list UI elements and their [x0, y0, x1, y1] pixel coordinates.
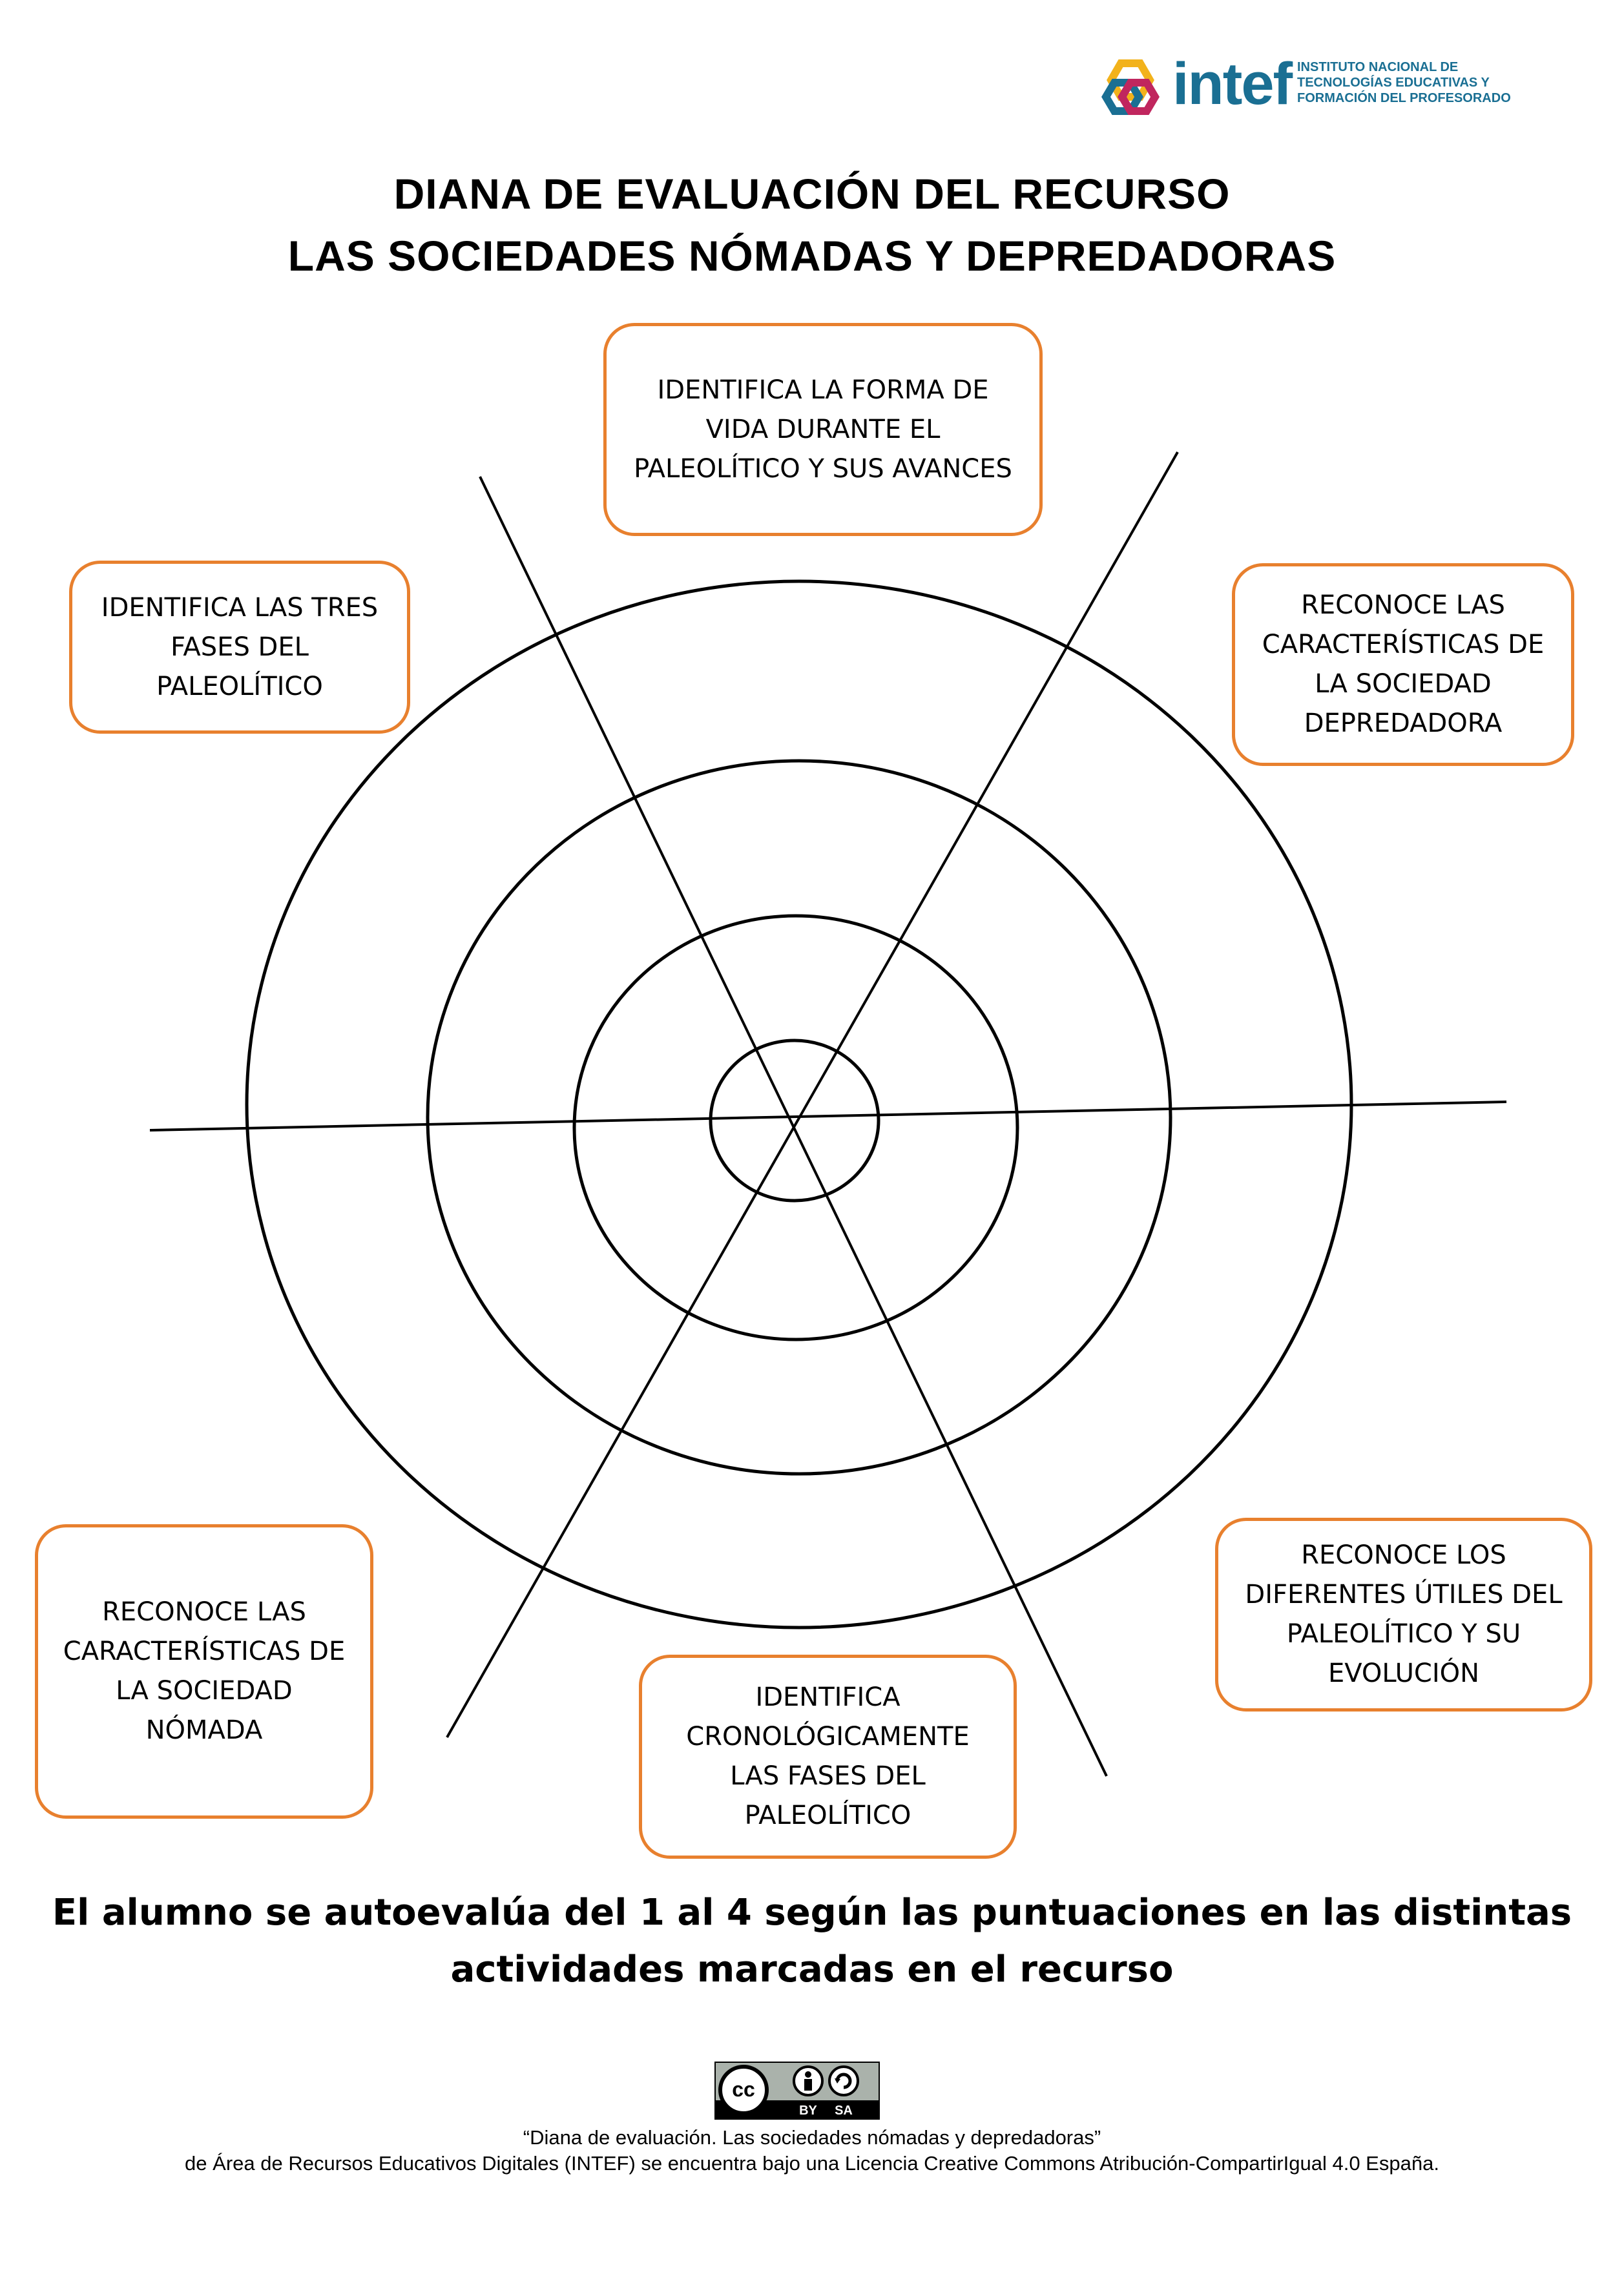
- criterion-box-tres-fases: [69, 561, 410, 734]
- page-title-line-1: DIANA DE EVALUACIÓN DEL RECURSO: [393, 170, 1231, 218]
- criterion-text-line: PALEOLÍTICO: [744, 1801, 911, 1830]
- criterion-text-line: CRONOLÓGICAMENTE: [686, 1722, 970, 1752]
- criterion-text-line: LA SOCIEDAD: [116, 1676, 293, 1706]
- criterion-text-line: DIFERENTES ÚTILES DEL: [1245, 1580, 1563, 1609]
- criterion-text-line: FASES DEL: [171, 632, 309, 662]
- self-assessment-instructions: [0, 1885, 1624, 1998]
- target-axis-horizontal: [150, 1102, 1506, 1130]
- criterion-text-line: RECONOCE LAS: [102, 1597, 306, 1627]
- criterion-text-line: LAS FASES DEL: [730, 1761, 926, 1791]
- criterion-text-line: PALEOLÍTICO: [156, 671, 323, 701]
- criterion-text-line: RECONOCE LOS: [1301, 1540, 1506, 1570]
- instructions-line: actividades marcadas en el recurso: [450, 1949, 1174, 1991]
- criterion-text-line: IDENTIFICA LA FORMA DE: [657, 375, 989, 405]
- logo-institution-line: INSTITUTO NACIONAL DE: [1297, 60, 1459, 74]
- target-axis-diagonal-2: [447, 452, 1178, 1737]
- criterion-box-forma-de-vida: [603, 323, 1043, 536]
- criterion-box-sociedad-depredadora: [1232, 563, 1574, 766]
- cc-by-sa-badge-icon: [714, 2062, 880, 2120]
- criterion-text-line: NÓMADA: [145, 1715, 263, 1745]
- criterion-text-line: IDENTIFICA LAS TRES: [101, 592, 379, 623]
- criterion-text-line: CARACTERÍSTICAS DE: [63, 1637, 346, 1666]
- target-ring-inner: [711, 1040, 879, 1201]
- instructions-line: El alumno se autoevalúa del 1 al 4 según las puntuaciones en las distintas: [52, 1892, 1572, 1934]
- license-work-title: “Diana de evaluación. Las sociedades nómadas y depredadoras”: [523, 2126, 1101, 2149]
- target-ring-2: [574, 916, 1017, 1339]
- criterion-text-line: VIDA DURANTE EL: [705, 414, 941, 444]
- target-ring-outer: [247, 581, 1351, 1628]
- logo-wordmark: intef: [1172, 51, 1292, 117]
- criterion-text-line: CARACTERÍSTICAS DE: [1262, 630, 1545, 659]
- criterion-text-line: LA SOCIEDAD: [1315, 669, 1492, 699]
- criterion-text-line: EVOLUCIÓN: [1327, 1659, 1480, 1688]
- criterion-text-line: RECONOCE LAS: [1301, 590, 1505, 620]
- cc-badge-cc-text: cc: [732, 2078, 755, 2101]
- criterion-box-sociedad-nomada: [35, 1524, 373, 1819]
- cc-badge-by-text: BY: [799, 2104, 817, 2118]
- criterion-text-line: DEPREDADORA: [1304, 708, 1503, 738]
- criterion-text-line: IDENTIFICA: [755, 1682, 900, 1712]
- cc-badge-sa-text: SA: [835, 2104, 853, 2118]
- logo-institution-line: FORMACIÓN DEL PROFESORADO: [1297, 91, 1511, 105]
- license-statement: de Área de Recursos Educativos Digitales (INTEF) se encuentra bajo una Licencia Creative Commons Atribución-CompartirIgual 4.0 España.: [185, 2152, 1439, 2175]
- page-title-line-2: LAS SOCIEDADES NÓMADAS Y DEPREDADORAS: [287, 232, 1337, 280]
- criterion-box-utiles-paleolitico: [1215, 1518, 1592, 1712]
- criterion-text-line: PALEOLÍTICO Y SUS AVANCES: [634, 453, 1012, 484]
- logo-institution-line: TECNOLOGÍAS EDUCATIVAS Y: [1297, 76, 1490, 90]
- criterion-text-line: PALEOLÍTICO Y SU: [1286, 1619, 1521, 1649]
- criterion-box-cronologia-fases: [639, 1655, 1017, 1859]
